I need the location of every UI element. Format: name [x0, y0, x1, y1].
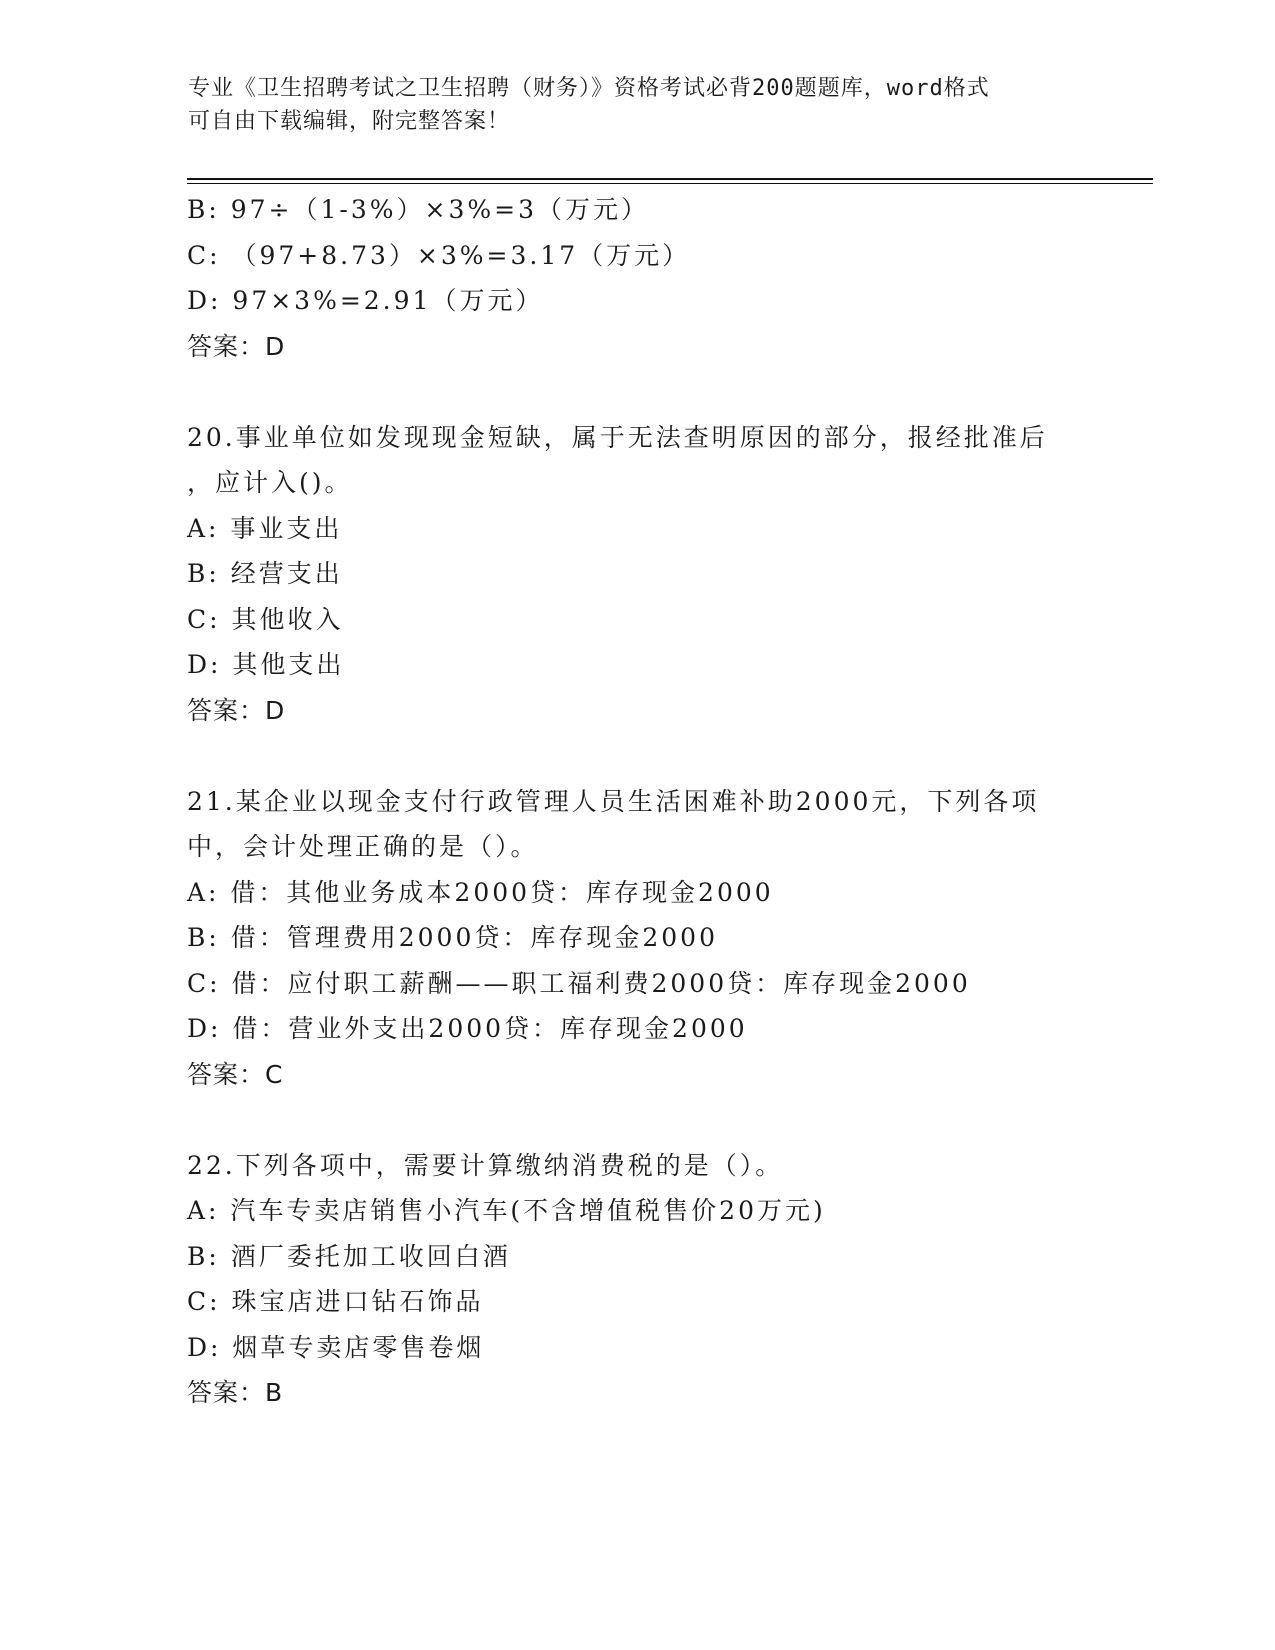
- option-a: A: 汽车专卖店销售小汽车(不含增值税售价20万元): [187, 1196, 826, 1225]
- answer-label: 答案：D: [187, 695, 286, 725]
- question-stem-line: ，应计入()。: [187, 468, 353, 497]
- header-line-2: 可自由下载编辑，附完整答案！: [188, 109, 511, 134]
- header-divider-thick: [187, 178, 1153, 180]
- spacer: [187, 369, 1087, 415]
- question-stem-line: 中，会计处理正确的是（）。: [187, 832, 539, 861]
- answer-label: 答案：B: [187, 1378, 284, 1407]
- option-c: C: 借：应付职工薪酬——职工福利费2000贷：库存现金2000: [187, 968, 971, 998]
- option-c: C: 其他收入: [187, 604, 344, 634]
- spacer: [187, 1097, 1087, 1143]
- option-a: A: 借：其他业务成本2000贷：库存现金2000: [187, 877, 774, 907]
- option-d: D: 借：营业外支出2000贷：库存现金2000: [187, 1014, 748, 1043]
- question-20: [187, 415, 1087, 734]
- option-d: D: 烟草专卖店零售卷烟: [187, 1332, 485, 1362]
- question-19-continued: [187, 187, 1087, 369]
- spacer: [187, 733, 1087, 779]
- question-stem-line: 20.事业单位如发现现金短缺，属于无法查明原因的部分，报经批准后: [187, 422, 1048, 452]
- header-line-1: 专业《卫生招聘考试之卫生招聘（财务）》资格考试必背200题题库，word格式: [188, 76, 990, 101]
- option-d: D: 97×3%=2.91（万元）: [187, 286, 544, 315]
- question-22: [187, 1143, 1087, 1416]
- option-b: B: 借：管理费用2000贷：库存现金2000: [187, 923, 718, 952]
- answer-label: 答案：C: [187, 1059, 284, 1089]
- question-stem-line: 22.下列各项中，需要计算缴纳消费税的是（）。: [187, 1150, 784, 1180]
- question-stem-line: 21.某企业以现金支付行政管理人员生活困难补助2000元，下列各项: [187, 786, 1040, 816]
- answer-label: 答案：D: [187, 331, 286, 361]
- option-b: B: 97÷（1-3%）×3%=3（万元）: [187, 195, 649, 224]
- option-a: A: 事业支出: [187, 513, 343, 543]
- option-d: D: 其他支出: [187, 650, 345, 679]
- option-b: B: 酒厂委托加工收回白酒: [187, 1241, 511, 1271]
- question-21: [187, 779, 1087, 1098]
- header-divider-thin: [187, 183, 1153, 184]
- option-c: C: 珠宝店进口钻石饰品: [187, 1287, 484, 1316]
- question-content: [187, 187, 1087, 1416]
- document-header: [188, 72, 1068, 138]
- option-c: C: （97+8.73）×3%=3.17（万元）: [187, 240, 691, 270]
- option-b: B: 经营支出: [187, 559, 343, 588]
